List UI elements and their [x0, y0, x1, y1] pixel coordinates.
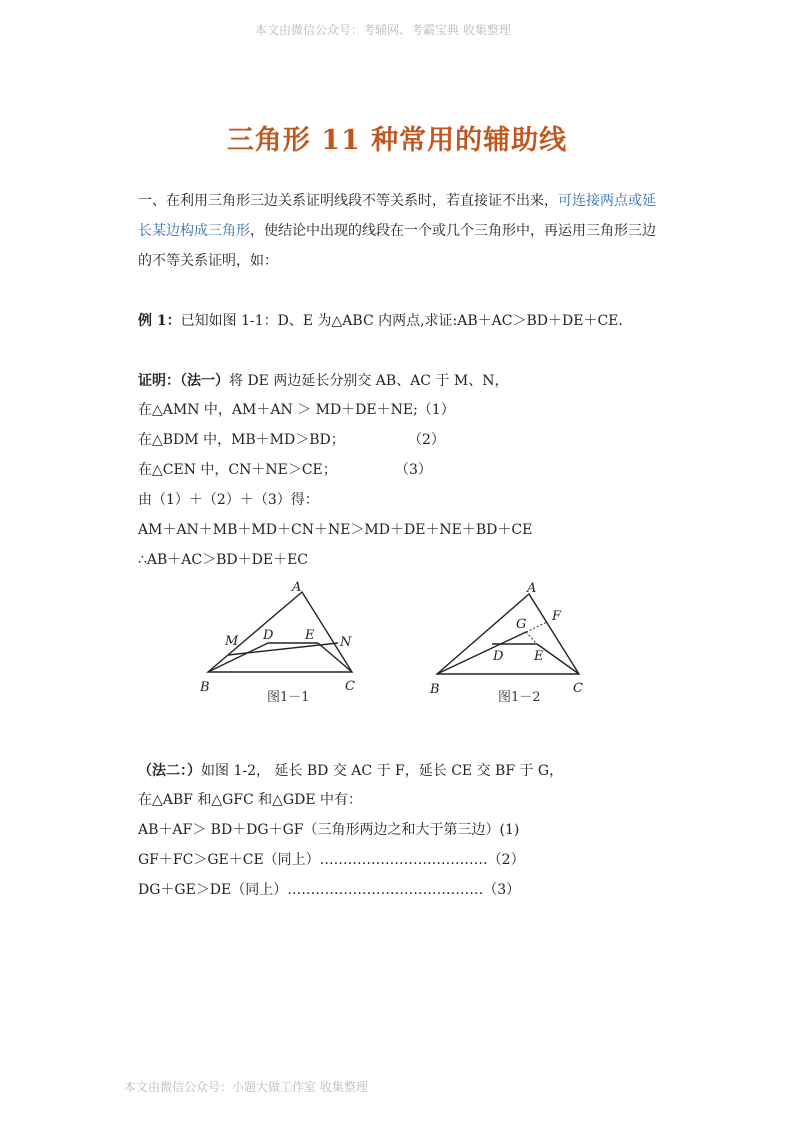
- proof1-line-6: ∴AB＋AC＞BD＋DE＋EC: [138, 552, 309, 568]
- segment-ge-dotted: [526, 632, 537, 644]
- proof1-line-0: [138, 370, 509, 392]
- proof2-line-3: GF＋FC＞GE＋CE（同上）………………………………（2）: [138, 852, 525, 868]
- proof1-text-0: 将 DE 两边延长分别交 AB、AC 于 M、N，: [229, 373, 509, 389]
- triangle-abc: [208, 592, 352, 672]
- label-b: B: [200, 680, 210, 695]
- proof1-line-2-num: （2）: [408, 432, 445, 448]
- page-title: 三角形 11 种常用的辅助线: [226, 125, 568, 156]
- watermark-bottom: 本文由微信公众号：小题大做工作室 收集整理: [124, 1080, 368, 1094]
- proof1-line-3: 在△CEN 中，CN＋NE＞CE；: [138, 462, 337, 478]
- segment-gf-dotted: [526, 622, 547, 632]
- proof1-line-4: 由（1）＋（2）＋（3）得：: [138, 492, 319, 508]
- proof2-line-0: [138, 760, 563, 782]
- example-text: 已知如图 1-1：D、E 为△ABC 内两点,求证:AB＋AC＞BD＋DE＋CE.: [180, 313, 623, 329]
- example-label: 例 1：: [138, 313, 181, 329]
- proof2-text-0: 如图 1-2， 延长 BD 交 AC 于 F，延长 CE 交 BF 于 G，: [201, 763, 564, 779]
- intro-text-1: 一、在利用三角形三边关系证明线段不等关系时，若直接证不出来，: [138, 193, 558, 209]
- segment-mn: [228, 643, 338, 655]
- proof1-line-2: 在△BDM 中，MB＋MD＞BD；: [138, 432, 345, 448]
- intro-text-2: ，使结论中出现的线段在一个或几个三角形中，再运用三角形三边的不等关系证明，如：: [138, 223, 656, 269]
- proof2-line-1: 在△ABF 和△GFC 和△GDE 中有：: [138, 792, 362, 808]
- label-d: D: [493, 649, 504, 664]
- segment-bg: [437, 632, 526, 674]
- intro-highlight: 可连接两点或延长某边构成三角形: [138, 193, 656, 239]
- proof2-line-4: DG＋GE＞DE（同上）……………………………………（3）: [138, 882, 521, 898]
- label-e: E: [305, 628, 315, 643]
- label-m: M: [225, 634, 239, 649]
- proof1-line-5: AM＋AN＋MB＋MD＋CN＋NE＞MD＋DE＋NE＋BD＋CE: [138, 522, 533, 538]
- label-c: C: [345, 679, 355, 694]
- figure-1-1-caption: 图1－1: [267, 690, 310, 705]
- label-f: F: [552, 609, 562, 624]
- figure-1-2: [425, 575, 595, 710]
- example-1: [138, 310, 623, 332]
- proof2-line-2: AB＋AF＞ BD＋DG＋GF（三角形两边之和大于第三边）(1): [138, 822, 520, 838]
- proof1-line-1: 在△AMN 中，AM＋AN ＞ MD＋DE＋NE;（1）: [138, 402, 455, 418]
- label-d: D: [263, 628, 274, 643]
- figure-1-2-caption: 图1－2: [498, 690, 541, 705]
- watermark-top: 本文由微信公众号：考辅网、考霸宝典 收集整理: [255, 23, 511, 37]
- label-b: B: [430, 682, 440, 697]
- figure-1-1: [195, 575, 375, 710]
- label-c: C: [573, 681, 583, 696]
- label-n: N: [340, 635, 352, 650]
- proof1-label: 证明：（法一）: [138, 373, 229, 389]
- proof2-label: （法二：）: [138, 763, 201, 779]
- triangle-abc: [437, 594, 579, 674]
- label-a: A: [527, 581, 537, 596]
- proof1-line-3-num: （3）: [395, 462, 432, 478]
- intro-paragraph: [138, 186, 668, 276]
- label-a: A: [292, 580, 302, 595]
- label-g: G: [516, 617, 527, 632]
- label-e: E: [534, 649, 544, 664]
